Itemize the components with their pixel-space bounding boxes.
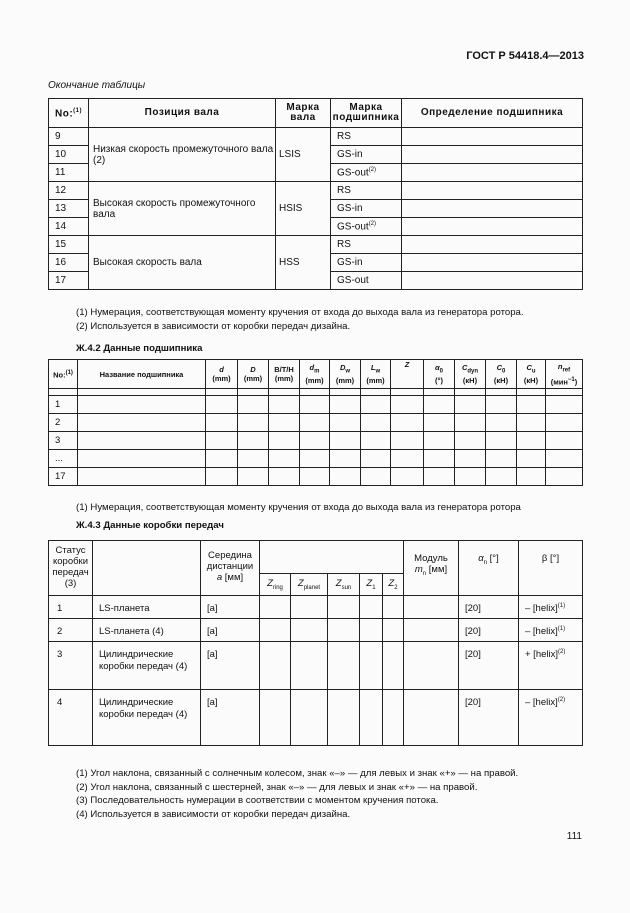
shaft-position-table — [48, 98, 583, 290]
col-alpha: $\alpha_n$ [°] — [459, 541, 519, 596]
bearing-definition — [402, 218, 583, 236]
row-number: 10 — [49, 146, 89, 164]
gearbox-data-table — [48, 540, 583, 746]
row-number: 17 — [49, 468, 78, 486]
col-cdyn: $C_{dyn}$ (кН) — [455, 360, 486, 389]
col-module: Модуль $m_n$ [мм] — [404, 541, 459, 596]
bearing-definition — [402, 272, 583, 290]
shaft-mark: HSS — [276, 236, 331, 290]
gearbox-name: Цилиндрические коробки передач (4) — [93, 642, 201, 690]
alpha-value: [20] — [459, 619, 519, 642]
col-zring: $Z_{ring}$ — [260, 574, 291, 596]
page-number: 111 — [566, 831, 582, 842]
bearing-definition — [402, 254, 583, 272]
row-number: 11 — [49, 164, 89, 182]
row-number: 12 — [49, 182, 89, 200]
alpha-value: [20] — [459, 596, 519, 619]
row-number: ... — [49, 450, 78, 468]
bearing-definition — [402, 146, 583, 164]
col-btH: B/T/H (mm) — [269, 360, 300, 389]
bearing-mark: GS-out$^{(2)}$ — [331, 164, 402, 182]
footnote: (2) Используется в зависимости от коробки передач дизайна. — [76, 320, 351, 332]
table-row — [49, 432, 583, 450]
shaft-position: Высокая скорость вала — [89, 236, 276, 290]
beta-value: – [helix]$^{(2)}$ — [519, 690, 583, 746]
table-row — [49, 236, 583, 254]
col-position: Позиция вала — [89, 99, 276, 128]
bearing-mark: GS-in — [331, 200, 402, 218]
col-lw: $L_w$ (mm) — [361, 360, 391, 389]
row-number: 9 — [49, 128, 89, 146]
bearing-data-table — [48, 359, 583, 486]
beta-value: + [helix]$^{(2)}$ — [519, 642, 583, 690]
table-row — [49, 128, 583, 146]
shaft-mark: HSIS — [276, 182, 331, 236]
table1-notes — [76, 306, 524, 333]
bearing-definition — [402, 182, 583, 200]
col-z2: $Z_2$ — [383, 574, 404, 596]
footnote: (4) Используется в зависимости от коробки передач дизайна. — [76, 808, 351, 820]
footnote: (1) Нумерация, соответствующая моменту кручения от входа до выхода вала из генератора ротора — [76, 502, 521, 513]
table-row — [49, 619, 583, 642]
col-z1: $Z_1$ — [360, 574, 383, 596]
mid-distance-value: [a] — [201, 596, 260, 619]
col-bearing-definition: Определение подшипника — [402, 99, 583, 128]
bearing-mark: GS-out$^{(2)}$ — [331, 218, 402, 236]
row-number: 1 — [49, 396, 78, 414]
table-row — [49, 450, 583, 468]
bearing-definition — [402, 236, 583, 254]
col-mid-distance: Середина дистанции a [мм] — [201, 541, 260, 596]
bearing-mark: RS — [331, 236, 402, 254]
table-row — [49, 690, 583, 746]
bearing-mark: GS-out — [331, 272, 402, 290]
row-number: 15 — [49, 236, 89, 254]
bearing-mark: GS-in — [331, 146, 402, 164]
row-number: 16 — [49, 254, 89, 272]
shaft-position: Высокая скорость промежуточного вала — [89, 182, 276, 236]
gearbox-name: Цилиндрические коробки передач (4) — [93, 690, 201, 746]
spacer-row — [49, 389, 583, 396]
table-row — [49, 182, 583, 200]
col-shaft-mark: Марка вала — [276, 99, 331, 128]
bearing-mark: RS — [331, 182, 402, 200]
col-cu: $C_u$ (кН) — [517, 360, 546, 389]
col-status: Статус коробки передач (3) — [49, 541, 93, 596]
alpha-value: [20] — [459, 642, 519, 690]
table-header-row — [49, 541, 583, 574]
gearbox-name: LS-планета (4) — [93, 619, 201, 642]
row-number: 14 — [49, 218, 89, 236]
col-z: Z — [391, 360, 424, 389]
bearing-definition — [402, 164, 583, 182]
teeth-group — [260, 541, 404, 574]
footnote: (1) Угол наклона, связанный с солнечным колесом, знак «–» — для левых и знак «+» — на правой. — [76, 768, 519, 779]
col-name — [93, 541, 201, 596]
col-dw: $D_w$ (mm) — [330, 360, 361, 389]
table-header-row — [49, 360, 583, 389]
col-zplanet: $Z_{planet}$ — [291, 574, 328, 596]
col-c0: $C_0$ (кН) — [486, 360, 517, 389]
col-alpha: $\alpha_0$ (°) — [424, 360, 455, 389]
col-beta: β [°] — [519, 541, 583, 596]
mid-distance-value: [a] — [201, 642, 260, 690]
col-nref: $n_{ref}$ (мин$^{-1}$) — [546, 360, 583, 389]
footnote: (3) Последовательность нумерации в соответствии с моментом кручения потока. — [76, 795, 439, 807]
beta-value: – [helix]$^{(1)}$ — [519, 619, 583, 642]
row-number: 17 — [49, 272, 89, 290]
mid-distance-value: [a] — [201, 690, 260, 746]
gearbox-name: LS-планета — [93, 596, 201, 619]
row-number: 3 — [49, 432, 78, 450]
bearing-definition — [402, 200, 583, 218]
row-number: 13 — [49, 200, 89, 218]
row-number: 4 — [49, 690, 93, 746]
footnote: (2) Угол наклона, связанный с шестерней, знак «–» — для левых и знак «+» — на правой. — [76, 781, 478, 793]
table-row — [49, 414, 583, 432]
table-row — [49, 468, 583, 486]
col-d: d (mm) — [206, 360, 238, 389]
bearing-mark: GS-in — [331, 254, 402, 272]
col-bearing-mark: Марка подшипника — [331, 99, 402, 128]
col-zsun: $Z_{sun}$ — [328, 574, 360, 596]
shaft-position: Низкая скорость промежуточного вала (2) — [89, 128, 276, 182]
col-no: No:$^{(1)}$ — [49, 360, 78, 389]
col-bearing-name: Название подшипника — [78, 360, 206, 389]
section-title: Ж.4.2 Данные подшипника — [76, 343, 203, 354]
table3-notes — [76, 767, 518, 821]
shaft-mark: LSIS — [276, 128, 331, 182]
row-number: 2 — [49, 414, 78, 432]
beta-value: – [helix]$^{(1)}$ — [519, 596, 583, 619]
section-title: Ж.4.3 Данные коробки передач — [76, 520, 224, 531]
col-no: No:$^{(1)}$ — [49, 99, 89, 128]
col-dm: $d_m$ (mm) — [300, 360, 330, 389]
table-row — [49, 642, 583, 690]
footnote: (1) Нумерация, соответствующая моменту кручения от входа до выхода вала из генератора ротора. — [76, 307, 524, 318]
row-number: 1 — [49, 596, 93, 619]
standard-header: ГОСТ Р 54418.4—2013 — [466, 50, 584, 62]
table-header-row — [49, 99, 583, 128]
mid-distance-value: [a] — [201, 619, 260, 642]
table-caption: Окончание таблицы — [48, 80, 146, 91]
alpha-value: [20] — [459, 690, 519, 746]
col-D: D (mm) — [238, 360, 269, 389]
bearing-definition — [402, 128, 583, 146]
bearing-mark: RS — [331, 128, 402, 146]
row-number: 3 — [49, 642, 93, 690]
table-row — [49, 596, 583, 619]
table-row — [49, 396, 583, 414]
row-number: 2 — [49, 619, 93, 642]
